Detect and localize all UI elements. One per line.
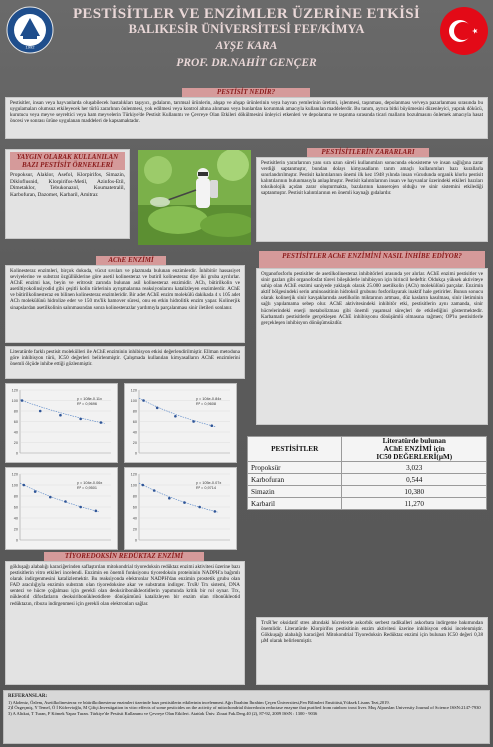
pesticide-spraying-photo [138,150,251,245]
ornekler-heading: YAYGIN OLARAK KULLANILAN BAZI PESTİSİT ÖRNEKLERİ [10,152,125,170]
table-header-pestisitler: PESTİSİTLER [248,437,342,462]
university-logo-icon [6,6,54,54]
advisor-name: PROF. DR.NAHİT GENÇER [176,57,317,69]
y-tick-label: 100 [130,398,137,403]
pestisit-nedir-text: Pestisitler, insan veya hayvanlarda oluşabilecek hastalıkları taşıyıcı, gıdaların, tarımsal ürünlerin, ahşap ve ahşap ürünlerinin veya hayvan yemlerinin üretimi, işlenmesi, taşınması, depolanması ve/veya pazarlanması sırasında bu uygulamaları olumsuz etkileyecek her türlü zararlının önlenmesi, yok edilmesi veya kontrol altına alınması veya bunlardan korunmak amacıyla kullanılan maddelerdir. Bu tanım, ayrıca bitki büyümesini düzenleyici, yaprak dökücü, kurutucu veya meyve seyreltici veya ham meyvelerin Türkiye'de Pestisit Kullanımı ve Çevreye Olan Etkileri dökülmesini önleyici etkenleri ve depolanma ve taşınma sırasında ticari malların bozulmasını önlemek amacıyla hasat öncesi ve sonrası ürüne uygulanan maddeleri de kapsamaktadır. [5,97,488,139]
data-point [198,506,201,509]
zararlari-heading: PESTİSİTLERİN ZARARLARI [307,148,429,157]
chart-r2: R² = 0,9696 [77,402,97,406]
data-point [174,415,177,418]
pestisit-nedir-heading: PESTİSİT NEDİR? [182,88,310,97]
y-tick-label: 20 [13,527,18,532]
trxr-text: TrxR'ler oksidatif stres altındaki hücrelerde askorbik serbest radikalleri askorbata indirgeme bakımından önemlidir. Literatürde Klorpirifos pestisitinin enzim aktivitesi üzerine inhibisyon etkisi incelenmiştir. Gökkuşağı alabalığı karaciğeri Mitokondrial Tiyoredoksin Redüktaz enzimi için bulunan IC50 değeri 0,38 µM olarak belirlenmiştir. [256,617,488,685]
chart-r2: R² = 0,9714 [196,486,216,490]
data-point [22,484,25,487]
ache-heading: AChE ENZİMİ [96,256,166,265]
y-tick-label: 40 [132,430,137,435]
university-name: BALIKESİR ÜNİVERSİTESİ FEF/KİMYA [128,22,365,36]
chart-3 [5,467,118,550]
table-row: Simazin 10,380 [248,486,487,498]
chart-equation: y = 104e-0.06x [77,481,103,485]
data-point [100,421,103,424]
data-point [156,407,159,410]
table-header-ic50: Literatürde bulunan AChE ENZİMİ için IC50 DEĞERLERİ(µM) [342,437,487,462]
y-tick-label: 80 [13,409,18,414]
y-tick-label: 120 [130,388,137,393]
y-tick-label: 0 [134,538,137,543]
data-point [214,510,217,513]
data-point [79,506,82,509]
data-point [142,399,145,402]
tiyoredoksin-text: gökluşağı alabalığı karaciğerinden saflaştırılan mitokondrial tiyoredoksin redüktaz enzimi aktivitesi üzerine bazı pestisitlerin vitro etkileri incelendi. Enzimin en önemli fonksiyonu tiyoredoksin proteininin NADPH'a bağımlı olarak indirgenmesini katalizlemektir. Bu reaksiyonda elektronlar NADPH'dan enzimin prostetik grubu olan FAD aracılığıyla enzimin substratı olan tiyoredoksine akar ve substratın indirger. TrxR/ Trx sistemi, DNA sentezi ve hücre çoğalması için gerekli olan deoksiribonükleotidlerin yapımında kritik bir rol oynar. Trx, nükleotid difosfatların deoksiribonükleotidlere dönüşümünü katalizleyen bir enzim olan ribonükleotid redüktazın, ribozu indirgenmesi için gerekli olan elektronları sağlar. [5,561,245,685]
ornekler-box [5,149,130,239]
data-point [59,414,62,417]
table-row: Karbaril 11,270 [248,498,487,510]
data-point [183,501,186,504]
data-point [39,410,42,413]
chart-equation: y = 105e-0.07x [196,481,222,485]
data-point [21,399,24,402]
chart-2 [124,383,237,463]
y-tick-label: 80 [132,494,137,499]
y-tick-label: 20 [132,527,137,532]
literatur-text: Literatürde farklı pestisit molekülleri ile AChE enziminin inhibisyon etkisi değerlendirilmiştir. Ellman metoduna göre inhibisyon türü, IC50 değerleri belirlenmiştir. Çalışmada kullanılan kimyasalların AChE enzimlerini önemli ölçüde inhibe ettiği gözlenmiştir. [5,346,245,379]
data-point [211,424,214,427]
y-tick-label: 80 [132,409,137,414]
ornekler-list: Propoksur, Alaklor, Asefol, Klorpirifos, Simazin, Dikloflusnid, Klorpirifos-Metil, Azinfos-Etil, Dimetaklor, Tebukonazol, Koumatetralil, Karbofuran, Dazomet, Karbaril, Amitraz [10,172,125,198]
inhibisyon-text: Organofosforlu pestisitler de asetilkolinesteraz inhibitörleri arasında yer alırlar. AChE enzimi pestisitler ve sinir gazları gibi organofosfat türevi bileşiklerle inhibisyon için birincil hedeftir. Oldukça yüksek aktiviteye sahip olan AChE enzimi saniyede yaklaşık olarak 25.000 asetilkolin (ACh) molekülünü parçalar. Enzimin aktif bölgesindeki serin aminoasitinin hidroksil grubunu fosforilayarak inaktif hale getirirler. Bunun sonucu olarak kolinerjik sinir kavşaklarında asetilkolin miktarının artması, düz kasların kasılması, sinir iletiminin sağlı yapılamama sebep olur. AChE aktivitesindeki inhibitör etki, pestisitlerin aynı zamanda, sinir hücrelerindeki enerji metabolizması gibi önemli yaşamsal süreçleri de etkilediğini göstermektedir. Karbamatlı pestisitlerle gerçekleşen AChE inhibisyonu dönüşümlü olmasına rağmen; OP'lu pestisitlerle gerçekleşen inhibisyon dönüşümsüzdür. [256,268,488,425]
data-point [192,420,195,423]
tiyoredoksin-heading: TİYOREDOKSİN REDÜKTAZ ENZİMİ [44,552,204,561]
data-point [168,497,171,500]
reference-item: 2)İ Özgeçmiş, Y Temel, Ö İ Küfrevioğlu, M Çiftçi.Investigation in vitro effects of some pesticides on the activity of mitochondrial thioredoxin reductase enzyme that purified from rainbow trout liver. Muş Alparslan University Journal of Science ISSN:2147-7930 [8,705,481,711]
y-tick-label: 100 [130,483,137,488]
reference-item: 3) A Altıkat, T Turan, F Kömek Yapar Turan. Türkiye'de Pestisit Kullanımı ve Çevreye Olan Etkileri. Atatürk Üniv. Ziraat Fak.Derg.40 (2), 87-92, 2009 ISSN : 1300 - 9036 [8,710,318,716]
y-tick-label: 60 [132,419,137,424]
data-point [141,484,144,487]
chart-4 [124,467,237,550]
y-tick-label: 20 [132,440,137,445]
y-tick-label: 80 [13,494,18,499]
y-tick-label: 120 [11,388,18,393]
data-point [79,418,82,421]
y-tick-label: 120 [11,472,18,477]
y-tick-label: 40 [13,516,18,521]
turkish-flag-icon [439,6,489,56]
y-tick-label: 40 [13,430,18,435]
table-row: Karbofuran 0,544 [248,474,487,486]
references-heading: REFERANSLAR: [8,694,48,699]
y-tick-label: 100 [11,398,18,403]
data-point [49,496,52,499]
y-tick-label: 120 [130,472,137,477]
inhibisyon-heading: PESTİSİTLER AChE ENZİMİNİ NASIL İNHİBE EDİYOR? [259,251,485,268]
data-point [64,500,67,503]
y-tick-label: 40 [132,516,137,521]
reference-item: 1) Akdeniz, Özlem, Asetilkolinesteraz ve bütirilkolinesteraz enzimleri üzerinde bazı pestisitlerin etkilerinin incelenmesi.Ağrı İbrahim İbrahim Çeçen Üniversitesi,Fen Bilimleri Enstitüsü,Yüksek Lisans Tezi,2019. [8,699,390,705]
logo-year: 1992 [25,44,35,50]
chart-equation: y = 108e-0.11x [77,397,102,401]
ache-text: Kolinesteraz enzimleri, birçok dokuda, vücut sıvıları ve plazmada bulunan enzimlerdir. İnhibitör hassasiyet seviyelerine ve substrat özgüllüklerine göre asetil kolinesteraz ve butiril kolinesteraz diye iki gruba ayrılırlar. AChE enzimi kas, beyin ve eritrosit zarında bulunan asil kolinesteraz enzimidir. ACh, bütirilkolin ve asetiltiyokolinsiyodid gibi çeşitli kolin türlerinin ayrışmalarına reaksiyonlarını katalizleyen enzimlerdir. AChE ve bütirilkolinesteraz en bilinen kolinesteraz enzimleridir. Bir adet AChE enzim molekülü dakikada 4 x 105 adet ACh molekülünü hidrolize eder ve 150 ms'lik hamover süresi, onu en etkin hidrolitik enzim yapar. Kolinerjik sinapslardan asetilkolinin salınmasından sonra kolinesterazlar yardımıyla parçalanması sinir iletileri sonlanır. [5,265,245,343]
author-name: AYŞE KARA [215,40,278,52]
y-tick-label: 0 [15,538,18,543]
data-point [34,490,37,493]
data-point [153,489,156,492]
chart-1 [5,383,118,463]
chart-r2: R² = 0,9608 [196,402,216,406]
y-tick-label: 0 [15,451,18,456]
references [3,690,490,744]
chart-r2: R² = 0,9501 [77,486,97,490]
y-tick-label: 60 [13,419,18,424]
chart-equation: y = 104e-0.84x [196,397,222,401]
y-tick-label: 100 [11,483,18,488]
y-tick-label: 60 [132,505,137,510]
y-tick-label: 60 [13,505,18,510]
y-tick-label: 20 [13,440,18,445]
poster-title: PESTİSİTLER VE ENZİMLER ÜZERİNE ETKİSİ [72,6,421,22]
ic50-table [247,436,487,510]
table-row: Propoksür 3,023 [248,462,487,474]
y-tick-label: 0 [134,451,137,456]
data-point [95,510,98,513]
zararlari-text: Pestisitlerin yararlarının yanı sıra uzun süreli kullanımları sonucunda ekosisteme ve insan sağlığına zarar verdiği saptanmıştır, bundan dolayı kimyasalların tarım amaçlı kullanımları bazı kurallarla sınırlandırılmıştır. Pestisit kalıntılarının önemi ilk kez 1948 yılında insan vücudunda organik klorlu pestisit kalıntılarının bulunmasıyla anlaşılmıştır. Pestisit kalıntılarının insan ve hayvanlar üzerindeki etkileri bazıları toksikolojik açıdan zarar oluşturmakta, bazılarının kanserojen olduğu ve sinir sistemini etkilediği saptanmıştır. Pestisit kalıntılarının en önemli kaynağı gıdalardır. [256,157,488,242]
